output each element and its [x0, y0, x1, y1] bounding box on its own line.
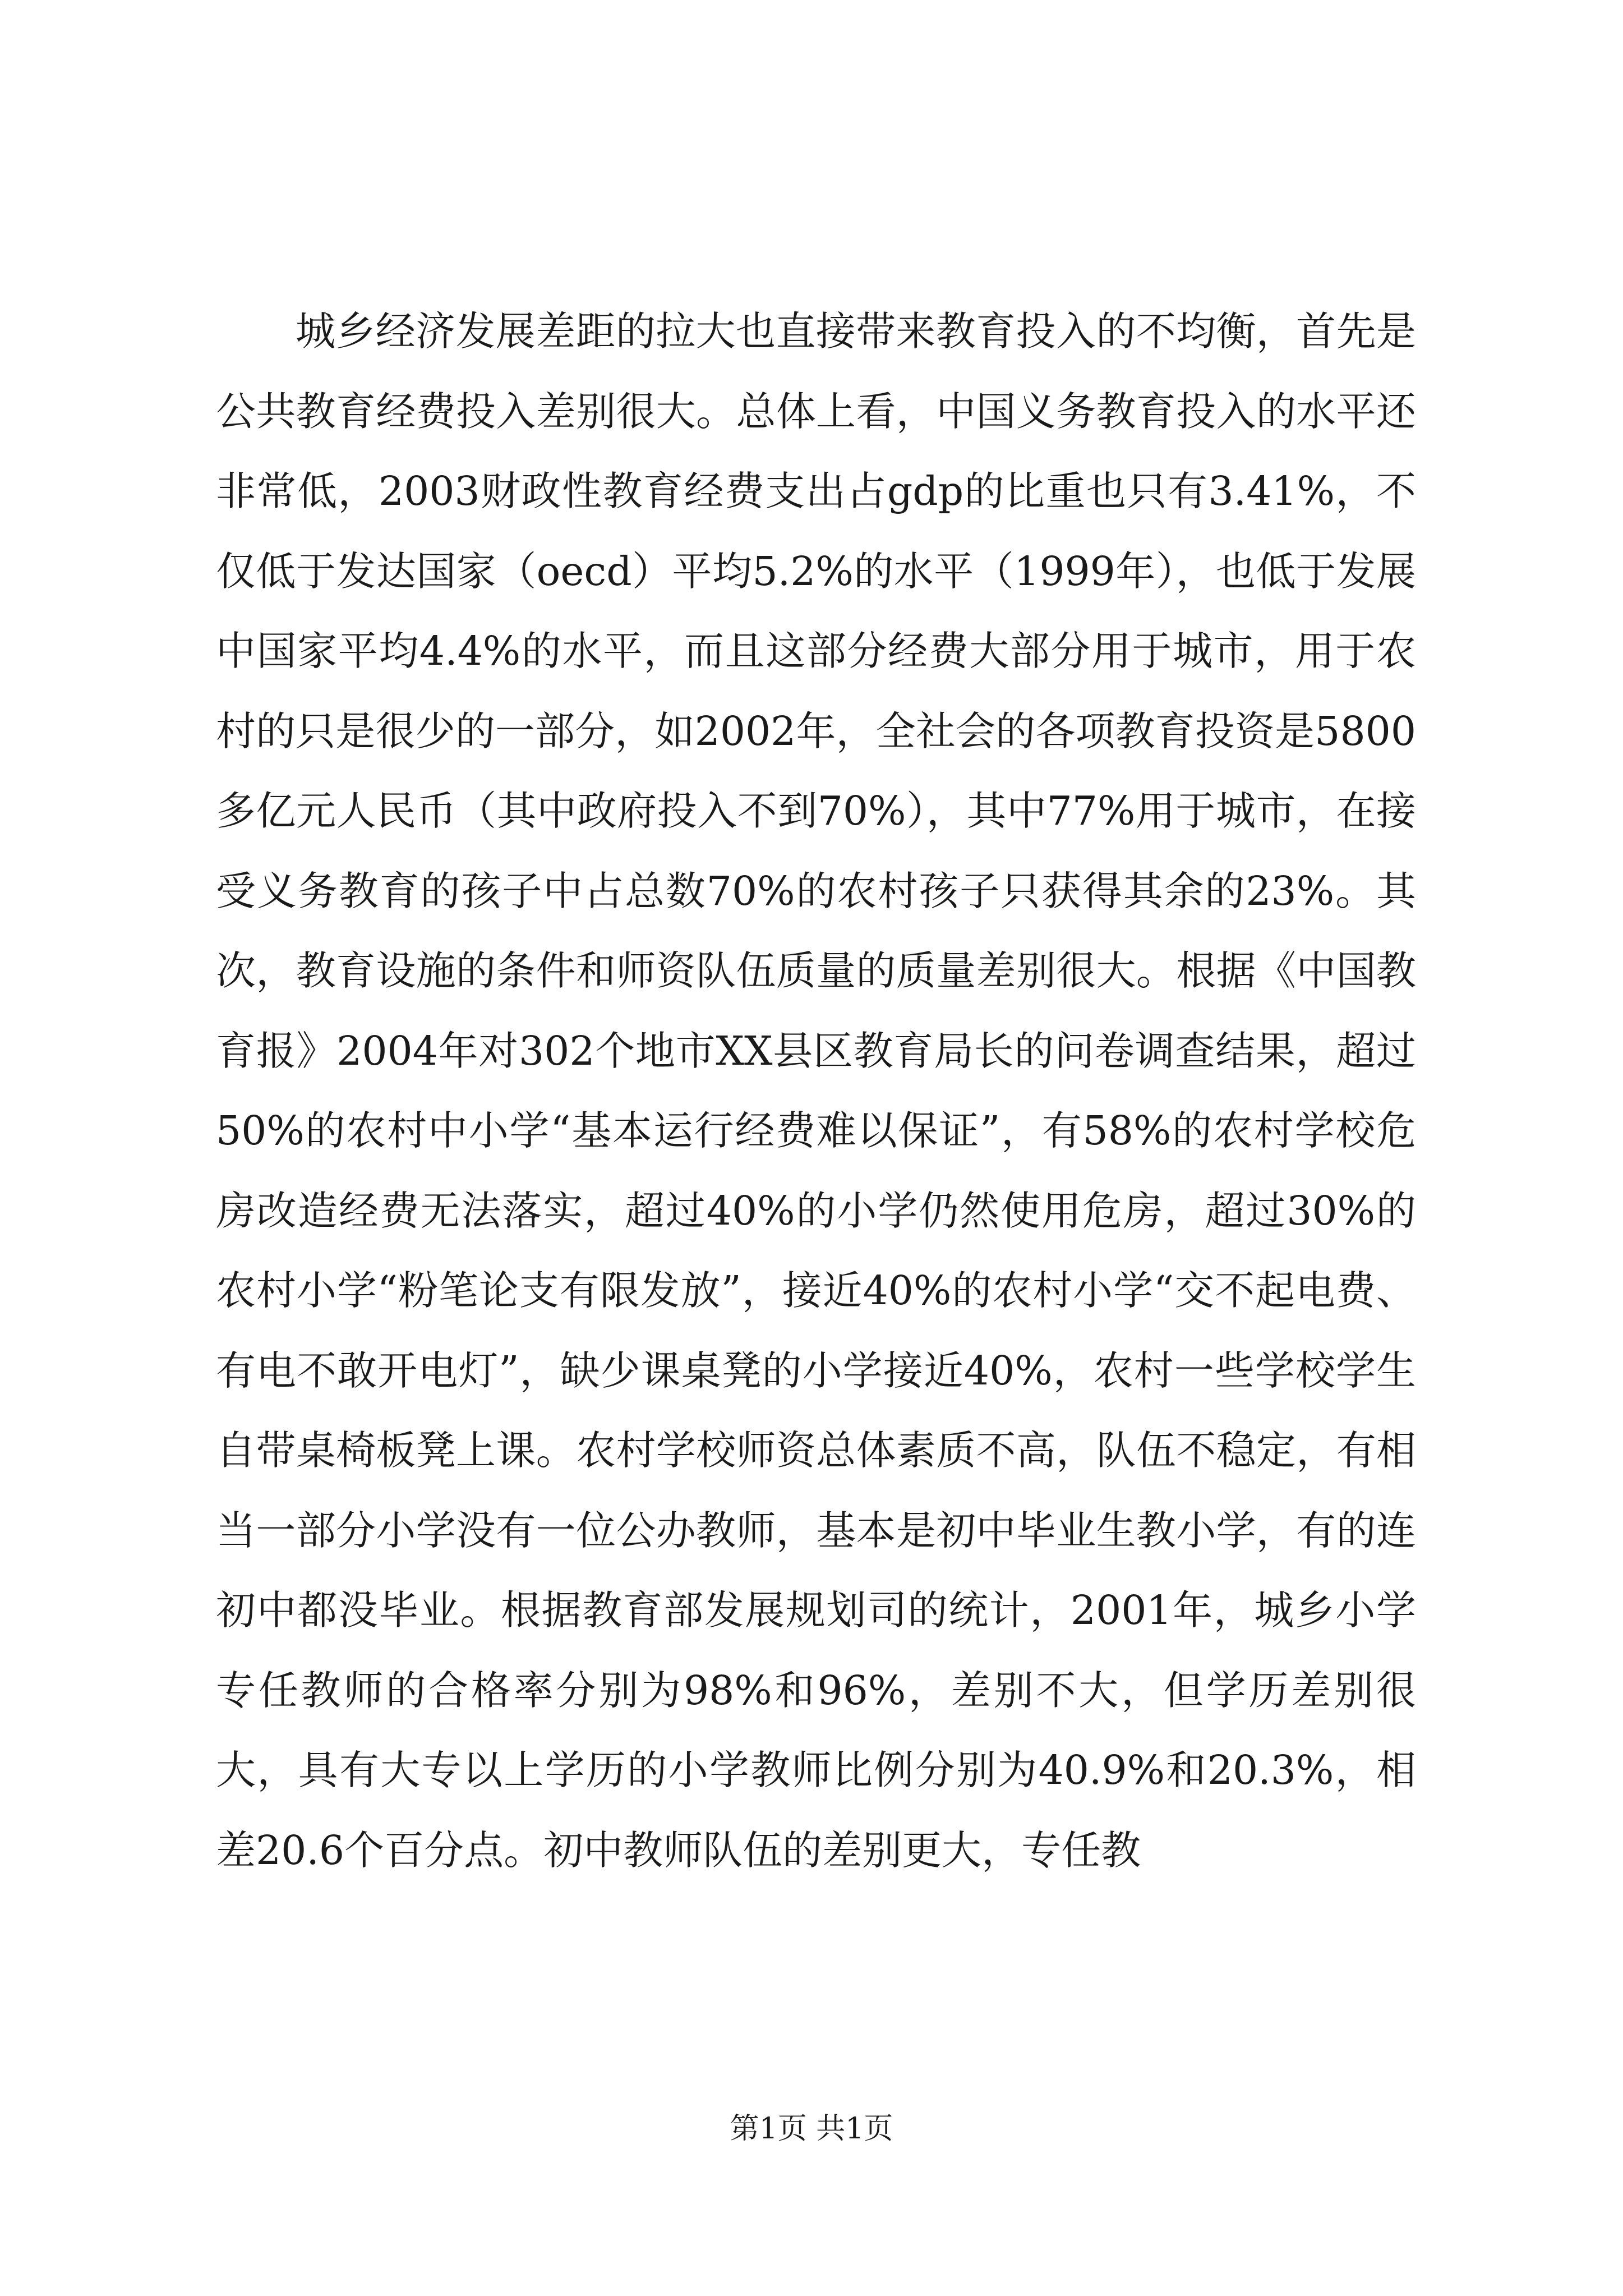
body-paragraph: 城乡经济发展差距的拉大也直接带来教育投入的不均衡，首先是公共教育经费投入差别很大。总体上看，中国义务教育投入的水平还非常低，2003财政性教育经费支出占gdp的比重也只有3.41%，不仅低于发达国家（oecd）平均5.2%的水平（1999年），也低于发展中国家平均4.4%的水平，而且这部分经费大部分用于城市，用于农村的只是很少的一部分，如2002年，全社会的各项教育投资是5800多亿元人民币（其中政府投入不到70%），其中77%用于城市，在接受义务教育的孩子中占总数70%的农村孩子只获得其余的23%。其次，教育设施的条件和师资队伍质量的质量差别很大。根据《中国教育报》2004年对302个地市XX县区教育局长的问卷调查结果，超过50%的农村中小学“基本运行经费难以保证”，有58%的农村学校危房改造经费无法落实，超过40%的小学仍然使用危房，超过30%的农村小学“粉笔论支有限发放”，接近40%的农村小学“交不起电费、有电不敢开电灯”，缺少课桌凳的小学接近40%，农村一些学校学生自带桌椅板凳上课。农村学校师资总体素质不高，队伍不稳定，有相当一部分小学没有一位公办教师，基本是初中毕业生教小学，有的连初中都没毕业。根据教育部发展规划司的统计，2001年，城乡小学专任教师的合格率分别为98%和96%，差别不大，但学历差别很大，具有大专以上学历的小学教师比例分别为40.9%和20.3%，相差20.6个百分点。初中教师队伍的差别更大，专任教 [216, 308, 1416, 1874]
page-number-footer: 第1页 共1页 [730, 2112, 893, 2146]
